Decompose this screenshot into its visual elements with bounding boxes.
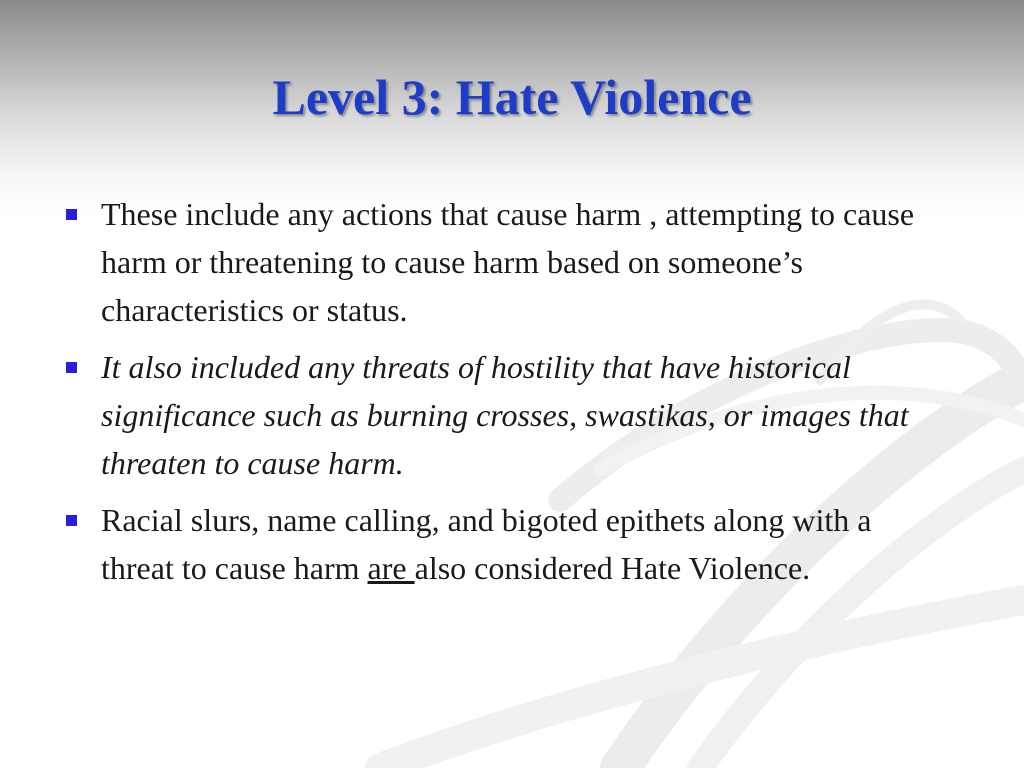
- slide-title: Level 3: Hate Violence: [272, 69, 752, 125]
- bullet-text-1: These include any actions that cause harm , attempting to cause harm or threatening to cause harm based on someone’s characteristics or status.: [101, 196, 915, 328]
- bullet-item-1: [62, 190, 952, 334]
- bullet-text-3-start: Racial slurs, name calling, and bigoted epithets along with a threat to cause harm: [101, 502, 872, 586]
- bullet-item-2: [62, 343, 952, 487]
- bullet-text-2: It also included any threats of hostility that have historical significance such as burning crosses, swastikas, or images that threaten to cause harm.: [101, 349, 909, 481]
- bullet-text-3-end: also considered Hate Violence.: [414, 550, 811, 586]
- bullet-list: [62, 190, 952, 601]
- bullet-item-3: [62, 496, 952, 592]
- bullet-text-3-underlined: are: [367, 550, 415, 586]
- square-bullet-icon: [66, 362, 77, 373]
- square-bullet-icon: [66, 209, 77, 220]
- square-bullet-icon: [66, 515, 77, 526]
